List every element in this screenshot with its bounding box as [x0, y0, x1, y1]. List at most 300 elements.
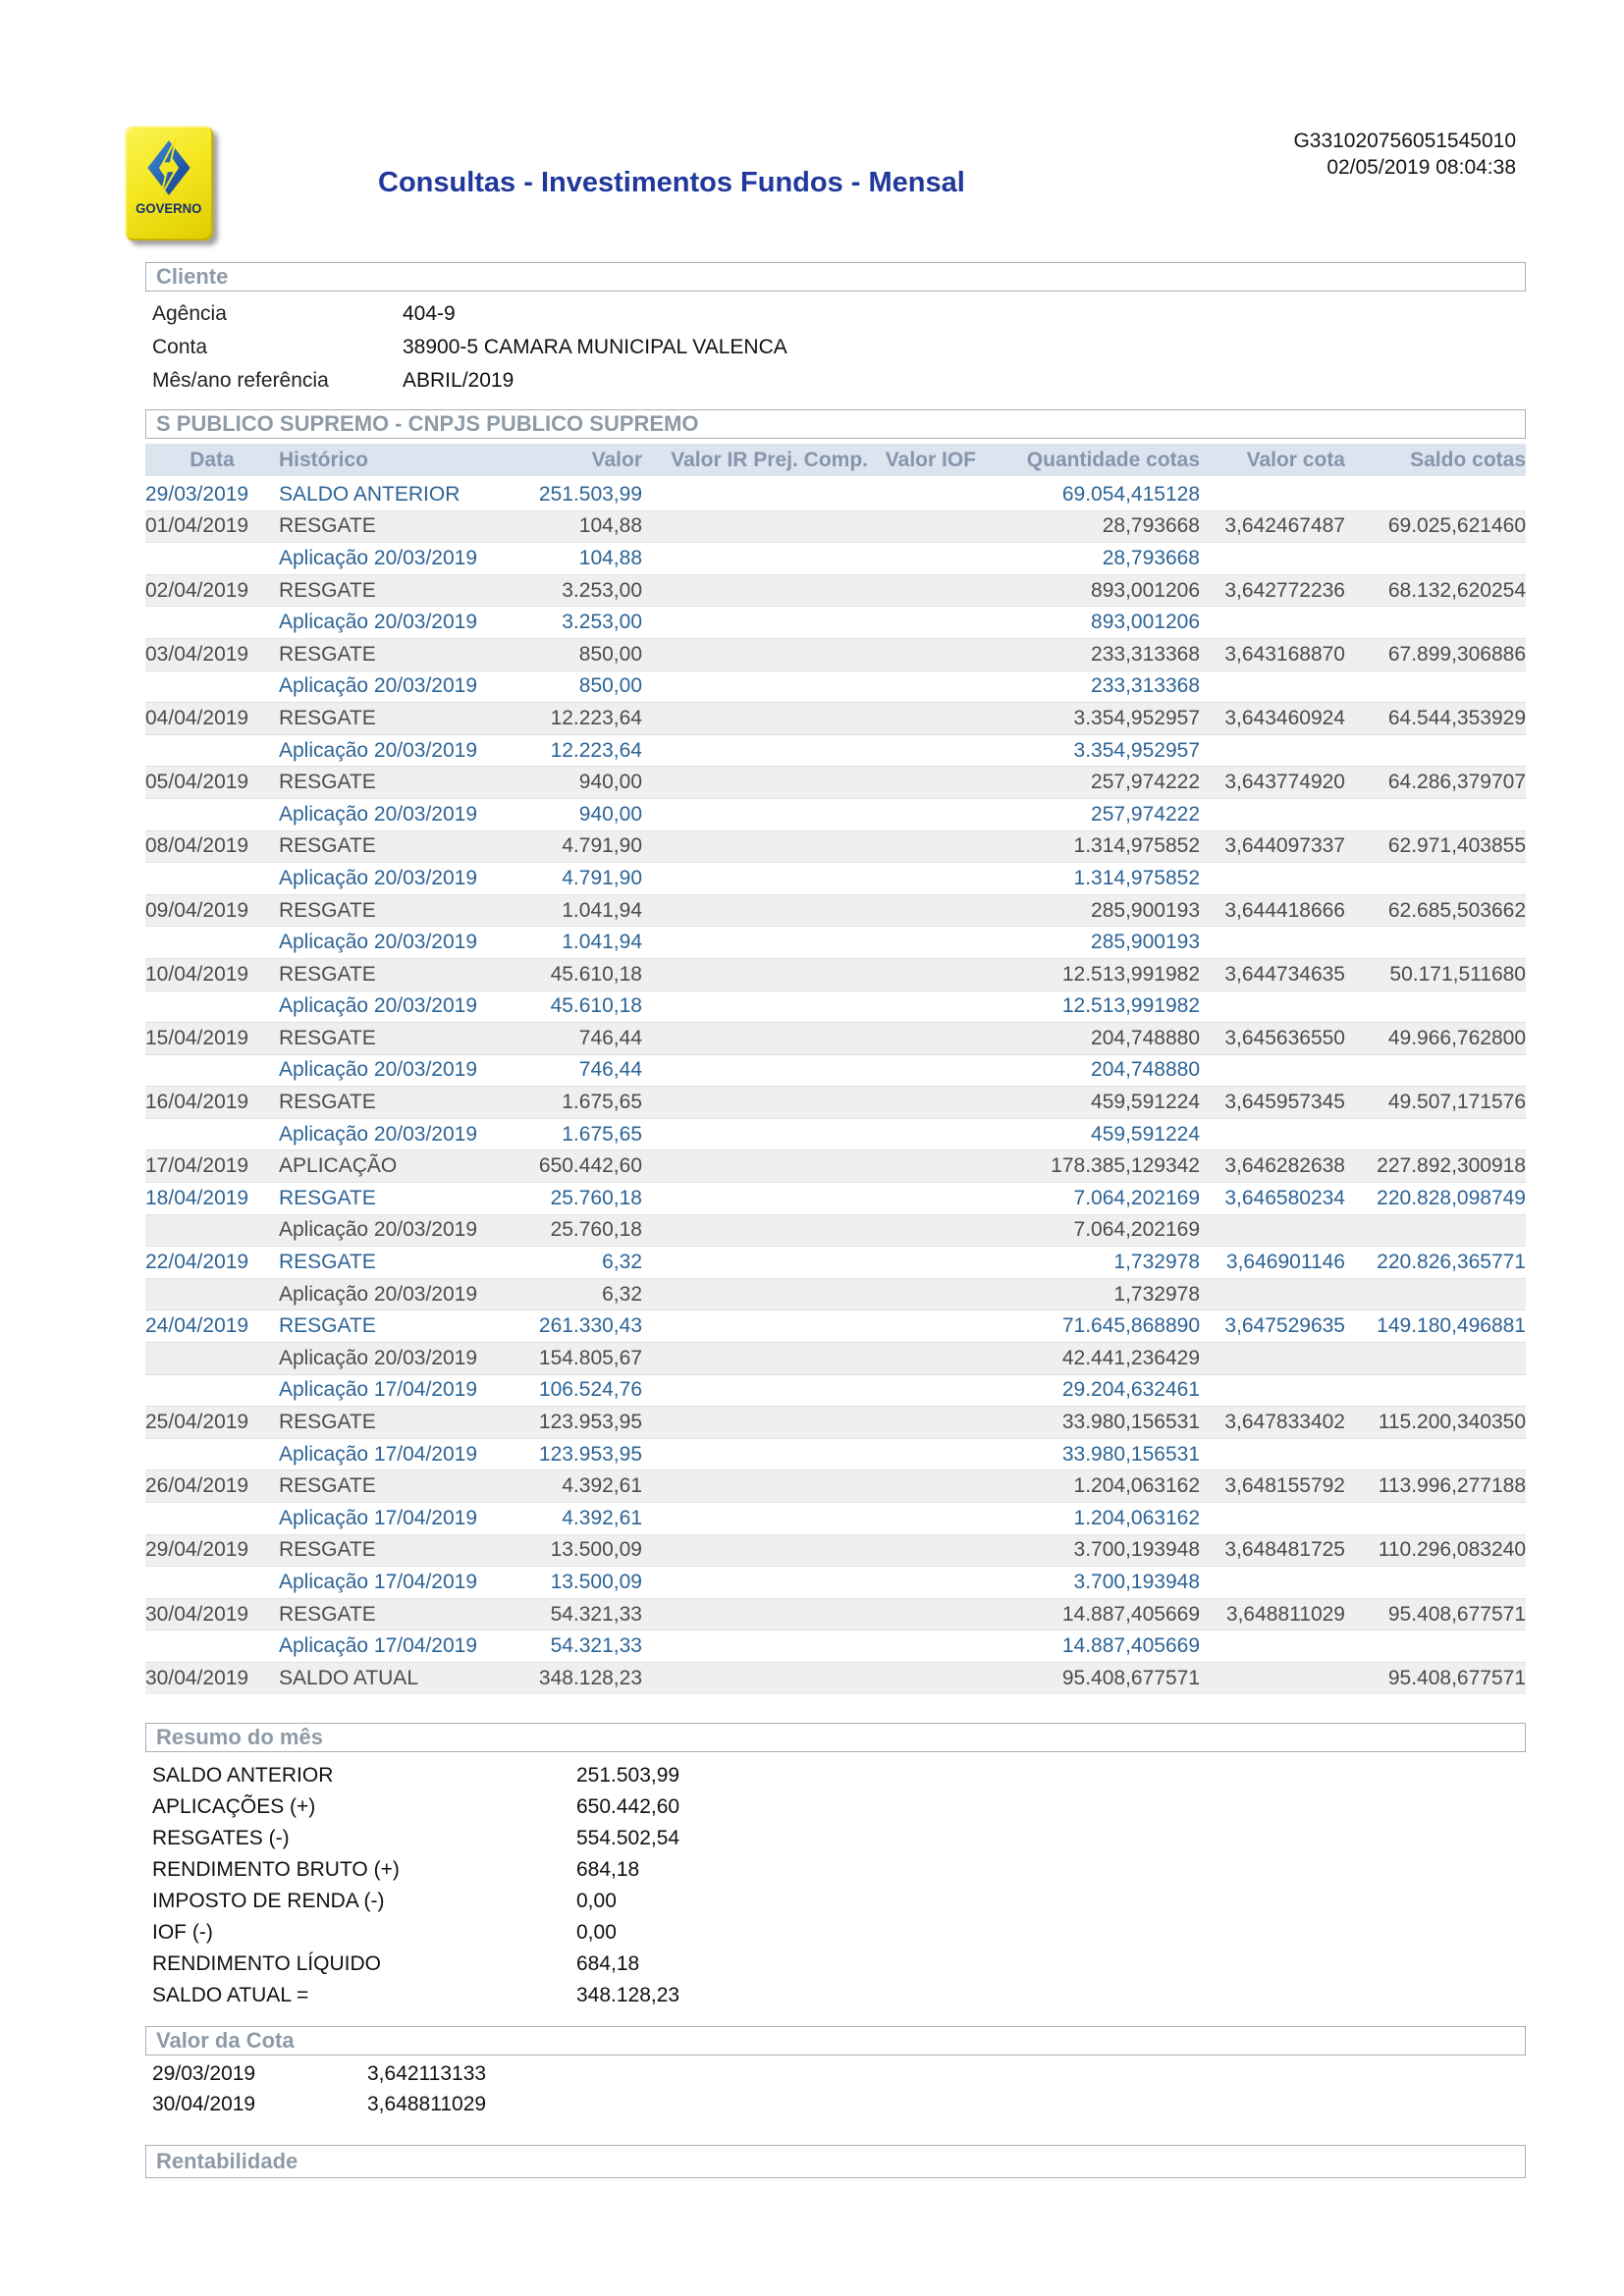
resumo-label: SALDO ANTERIOR — [152, 1763, 334, 1787]
cell-historico: Aplicação 20/03/2019 — [279, 543, 500, 575]
cliente-field-value: 38900-5 CAMARA MUNICIPAL VALENCA — [403, 336, 787, 358]
cell-quantidade-cotas: 204,748880 — [976, 1023, 1200, 1055]
fund-table-row — [145, 830, 1526, 863]
cell-valor-cota: 3,644734635 — [1200, 958, 1345, 990]
cell-valor-ir — [642, 990, 868, 1023]
resumo-row — [145, 1949, 1526, 1980]
cell-saldo-cotas — [1345, 670, 1526, 703]
col-header-historico: Histórico — [279, 444, 500, 478]
cell-data — [145, 927, 279, 959]
cell-saldo-cotas — [1345, 990, 1526, 1023]
cell-historico: Aplicação 17/04/2019 — [279, 1630, 500, 1663]
cell-valor-ir — [642, 1374, 868, 1407]
cell-valor-ir — [642, 1534, 868, 1567]
cell-quantidade-cotas: 95.408,677571 — [976, 1662, 1200, 1693]
cell-valor: 6,32 — [500, 1278, 642, 1310]
cell-saldo-cotas — [1345, 927, 1526, 959]
cell-data: 08/04/2019 — [145, 830, 279, 863]
cell-valor-cota — [1200, 1567, 1345, 1599]
cell-historico: RESGATE — [279, 574, 500, 607]
cell-valor-ir — [642, 1278, 868, 1310]
cell-saldo-cotas: 227.892,300918 — [1345, 1150, 1526, 1183]
cell-historico: Aplicação 20/03/2019 — [279, 1278, 500, 1310]
cell-valor: 746,44 — [500, 1054, 642, 1087]
cell-valor-ir — [642, 894, 868, 927]
cell-valor-iof — [868, 1374, 976, 1407]
cell-quantidade-cotas: 893,001206 — [976, 607, 1200, 639]
resumo-value: 0,00 — [576, 1889, 617, 1912]
section-fund-header — [145, 409, 1526, 439]
fund-table-row — [145, 1214, 1526, 1247]
cell-quantidade-cotas: 257,974222 — [976, 798, 1200, 830]
cell-valor-ir — [642, 1310, 868, 1343]
cell-historico: RESGATE — [279, 1310, 500, 1343]
cell-data — [145, 1118, 279, 1150]
cell-historico: RESGATE — [279, 958, 500, 990]
cell-valor-iof — [868, 1343, 976, 1375]
cell-data: 29/03/2019 — [145, 478, 279, 511]
cell-valor: 348.128,23 — [500, 1662, 642, 1693]
cell-valor-ir — [642, 543, 868, 575]
cell-valor-iof — [868, 798, 976, 830]
cell-valor-ir — [642, 607, 868, 639]
cell-quantidade-cotas: 33.980,156531 — [976, 1407, 1200, 1439]
cell-data: 25/04/2019 — [145, 1407, 279, 1439]
cell-historico: RESGATE — [279, 767, 500, 799]
cell-valor-ir — [642, 510, 868, 543]
cell-valor-ir — [642, 1150, 868, 1183]
cell-saldo-cotas — [1345, 1278, 1526, 1310]
bb-logo-icon — [144, 137, 193, 198]
cell-saldo-cotas: 50.171,511680 — [1345, 958, 1526, 990]
cell-valor-ir — [642, 830, 868, 863]
cell-valor-cota: 3,648811029 — [1200, 1598, 1345, 1630]
cell-historico: RESGATE — [279, 1598, 500, 1630]
page-title: Consultas - Investimentos Fundos - Mensal — [378, 167, 965, 198]
cell-valor-ir — [642, 798, 868, 830]
section-resumo-header — [145, 1723, 1526, 1752]
cell-valor-ir — [642, 958, 868, 990]
cell-valor-cota: 3,643460924 — [1200, 703, 1345, 735]
cell-valor-cota: 3,647833402 — [1200, 1407, 1345, 1439]
cell-valor-cota — [1200, 1438, 1345, 1470]
cell-historico: Aplicação 20/03/2019 — [279, 670, 500, 703]
fund-table-row — [145, 1150, 1526, 1183]
cell-valor-cota — [1200, 734, 1345, 767]
cell-valor-ir — [642, 478, 868, 511]
cell-valor: 3.253,00 — [500, 607, 642, 639]
cell-saldo-cotas: 149.180,496881 — [1345, 1310, 1526, 1343]
cell-valor: 106.524,76 — [500, 1374, 642, 1407]
cell-valor-cota — [1200, 863, 1345, 895]
cell-saldo-cotas — [1345, 607, 1526, 639]
cell-valor-cota: 3,648155792 — [1200, 1470, 1345, 1503]
cell-valor-iof — [868, 1214, 976, 1247]
cell-valor-cota: 3,647529635 — [1200, 1310, 1345, 1343]
resumo-row — [145, 1917, 1526, 1949]
cell-saldo-cotas — [1345, 1438, 1526, 1470]
cell-historico: Aplicação 17/04/2019 — [279, 1374, 500, 1407]
cell-historico: Aplicação 20/03/2019 — [279, 607, 500, 639]
cell-historico: RESGATE — [279, 1023, 500, 1055]
cell-valor: 104,88 — [500, 543, 642, 575]
cell-historico: Aplicação 17/04/2019 — [279, 1503, 500, 1535]
resumo-value: 650.442,60 — [576, 1794, 680, 1818]
cell-quantidade-cotas: 28,793668 — [976, 543, 1200, 575]
cell-saldo-cotas: 113.996,277188 — [1345, 1470, 1526, 1503]
cell-quantidade-cotas: 28,793668 — [976, 510, 1200, 543]
cell-quantidade-cotas: 204,748880 — [976, 1054, 1200, 1087]
cell-valor-iof — [868, 1023, 976, 1055]
cell-valor-cota — [1200, 990, 1345, 1023]
cell-valor-ir — [642, 1183, 868, 1215]
col-header-data: Data — [145, 444, 279, 478]
fund-table-row — [145, 1470, 1526, 1503]
cell-historico: RESGATE — [279, 1247, 500, 1279]
resumo-row — [145, 1980, 1526, 2011]
cell-historico: Aplicação 20/03/2019 — [279, 1118, 500, 1150]
cell-valor-iof — [868, 1503, 976, 1535]
cell-quantidade-cotas: 14.887,405669 — [976, 1598, 1200, 1630]
cell-data — [145, 1503, 279, 1535]
cell-historico: RESGATE — [279, 510, 500, 543]
fund-table-row — [145, 1503, 1526, 1535]
resumo-row — [145, 1760, 1526, 1791]
cell-valor-iof — [868, 1118, 976, 1150]
resumo-fields — [145, 1760, 1526, 2011]
cell-valor-ir — [642, 703, 868, 735]
resumo-value: 348.128,23 — [576, 1983, 680, 2006]
cell-data — [145, 863, 279, 895]
cell-valor-ir — [642, 1630, 868, 1663]
cell-data: 18/04/2019 — [145, 1183, 279, 1215]
cell-saldo-cotas — [1345, 798, 1526, 830]
cell-historico: Aplicação 20/03/2019 — [279, 798, 500, 830]
cell-valor-ir — [642, 1343, 868, 1375]
fund-table-row — [145, 1534, 1526, 1567]
cell-data: 22/04/2019 — [145, 1247, 279, 1279]
cell-valor-iof — [868, 767, 976, 799]
cell-historico: Aplicação 20/03/2019 — [279, 1054, 500, 1087]
cell-valor: 154.805,67 — [500, 1343, 642, 1375]
fund-table-row — [145, 894, 1526, 927]
cell-saldo-cotas — [1345, 1343, 1526, 1375]
cell-historico: RESGATE — [279, 1407, 500, 1439]
cell-valor-cota: 3,648481725 — [1200, 1534, 1345, 1567]
cell-valor-iof — [868, 574, 976, 607]
cell-valor-ir — [642, 1023, 868, 1055]
cell-valor-iof — [868, 958, 976, 990]
col-header-saldo-cotas: Saldo cotas — [1345, 444, 1526, 478]
fund-table-row — [145, 510, 1526, 543]
cell-valor-iof — [868, 1438, 976, 1470]
cell-valor-cota: 3,645957345 — [1200, 1087, 1345, 1119]
valor-cota-date: 29/03/2019 — [152, 2062, 256, 2086]
fund-table-row — [145, 703, 1526, 735]
cell-historico: Aplicação 20/03/2019 — [279, 927, 500, 959]
cliente-fields — [145, 297, 1526, 398]
cell-saldo-cotas: 95.408,677571 — [1345, 1662, 1526, 1693]
cell-data — [145, 1630, 279, 1663]
fund-table-row — [145, 767, 1526, 799]
cell-historico: RESGATE — [279, 1534, 500, 1567]
cell-historico: SALDO ATUAL — [279, 1662, 500, 1693]
resumo-label: IOF (-) — [152, 1920, 213, 1944]
cell-valor: 251.503,99 — [500, 478, 642, 511]
cell-saldo-cotas: 220.826,365771 — [1345, 1247, 1526, 1279]
cell-valor-iof — [868, 638, 976, 670]
cell-quantidade-cotas: 14.887,405669 — [976, 1630, 1200, 1663]
cell-historico: RESGATE — [279, 1183, 500, 1215]
section-rentabilidade-header — [145, 2145, 1526, 2178]
document-timestamp: 02/05/2019 08:04:38 — [1326, 156, 1516, 179]
cell-valor-iof — [868, 1247, 976, 1279]
cell-historico: Aplicação 20/03/2019 — [279, 1343, 500, 1375]
cell-valor-iof — [868, 1087, 976, 1119]
resumo-label: RENDIMENTO BRUTO (+) — [152, 1857, 400, 1881]
section-rentabilidade-title: Rentabilidade — [156, 2148, 298, 2173]
cell-saldo-cotas: 110.296,083240 — [1345, 1534, 1526, 1567]
cell-quantidade-cotas: 1,732978 — [976, 1247, 1200, 1279]
cell-valor-ir — [642, 1503, 868, 1535]
fund-table-row — [145, 990, 1526, 1023]
fund-table-row — [145, 670, 1526, 703]
fund-table-row — [145, 1023, 1526, 1055]
resumo-value: 0,00 — [576, 1920, 617, 1944]
cell-data — [145, 1054, 279, 1087]
cell-quantidade-cotas: 257,974222 — [976, 767, 1200, 799]
resumo-label: RENDIMENTO LÍQUIDO — [152, 1951, 381, 1975]
cliente-field-value: 404-9 — [403, 302, 456, 325]
cell-valor-cota: 3,642772236 — [1200, 574, 1345, 607]
cell-valor-ir — [642, 1662, 868, 1693]
cell-data — [145, 990, 279, 1023]
resumo-value: 684,18 — [576, 1857, 640, 1881]
cell-data: 29/04/2019 — [145, 1534, 279, 1567]
cell-valor-ir — [642, 1438, 868, 1470]
cell-valor-ir — [642, 863, 868, 895]
cliente-field-label: Conta — [152, 336, 208, 358]
col-header-valor-cota: Valor cota — [1200, 444, 1345, 478]
cell-saldo-cotas — [1345, 1567, 1526, 1599]
cell-valor-iof — [868, 1630, 976, 1663]
fund-table-row — [145, 607, 1526, 639]
cell-valor-ir — [642, 1214, 868, 1247]
cell-saldo-cotas — [1345, 1118, 1526, 1150]
cell-quantidade-cotas: 7.064,202169 — [976, 1214, 1200, 1247]
fund-table-row — [145, 638, 1526, 670]
cell-quantidade-cotas: 1.204,063162 — [976, 1470, 1200, 1503]
cell-historico: Aplicação 17/04/2019 — [279, 1567, 500, 1599]
resumo-row — [145, 1886, 1526, 1917]
fund-table-row — [145, 1054, 1526, 1087]
cell-historico: RESGATE — [279, 703, 500, 735]
cell-valor-cota — [1200, 1118, 1345, 1150]
fund-table-row — [145, 1278, 1526, 1310]
cell-valor-iof — [868, 1150, 976, 1183]
cell-valor-ir — [642, 1598, 868, 1630]
fund-table-row — [145, 1598, 1526, 1630]
cell-valor: 650.442,60 — [500, 1150, 642, 1183]
cell-valor: 940,00 — [500, 798, 642, 830]
resumo-value: 251.503,99 — [576, 1763, 680, 1787]
cell-valor-iof — [868, 607, 976, 639]
cell-quantidade-cotas: 1.314,975852 — [976, 863, 1200, 895]
cell-saldo-cotas — [1345, 734, 1526, 767]
cell-valor-iof — [868, 1054, 976, 1087]
cell-valor-cota: 3,646901146 — [1200, 1247, 1345, 1279]
cell-quantidade-cotas: 459,591224 — [976, 1087, 1200, 1119]
cell-valor: 1.675,65 — [500, 1118, 642, 1150]
cell-data: 04/04/2019 — [145, 703, 279, 735]
cell-valor: 13.500,09 — [500, 1534, 642, 1567]
cell-quantidade-cotas: 12.513,991982 — [976, 958, 1200, 990]
cell-valor: 12.223,64 — [500, 734, 642, 767]
cell-data: 03/04/2019 — [145, 638, 279, 670]
cell-valor-iof — [868, 894, 976, 927]
fund-table-row — [145, 1407, 1526, 1439]
cell-quantidade-cotas: 12.513,991982 — [976, 990, 1200, 1023]
cell-valor-ir — [642, 1118, 868, 1150]
cell-valor: 6,32 — [500, 1247, 642, 1279]
cell-valor-ir — [642, 734, 868, 767]
cell-valor-ir — [642, 767, 868, 799]
cell-valor: 54.321,33 — [500, 1598, 642, 1630]
cell-valor: 4.392,61 — [500, 1503, 642, 1535]
cell-valor-iof — [868, 478, 976, 511]
fund-table-header-row — [145, 444, 1526, 478]
fund-table-row — [145, 1087, 1526, 1119]
cell-data — [145, 1343, 279, 1375]
cell-data: 09/04/2019 — [145, 894, 279, 927]
cell-valor-cota: 3,644097337 — [1200, 830, 1345, 863]
cell-valor: 4.392,61 — [500, 1470, 642, 1503]
cell-valor-iof — [868, 1278, 976, 1310]
valor-cota-value: 3,648811029 — [367, 2093, 487, 2116]
fund-table-row — [145, 1438, 1526, 1470]
cell-valor-cota — [1200, 1374, 1345, 1407]
cell-saldo-cotas: 67.899,306886 — [1345, 638, 1526, 670]
cell-saldo-cotas: 49.966,762800 — [1345, 1023, 1526, 1055]
cell-saldo-cotas: 49.507,171576 — [1345, 1087, 1526, 1119]
bank-logo — [125, 126, 213, 240]
cell-valor-cota: 3,646580234 — [1200, 1183, 1345, 1215]
fund-table-row — [145, 574, 1526, 607]
cell-valor: 123.953,95 — [500, 1407, 642, 1439]
fund-table-row — [145, 1343, 1526, 1375]
cell-valor: 54.321,33 — [500, 1630, 642, 1663]
resumo-row — [145, 1823, 1526, 1854]
cell-quantidade-cotas: 1.204,063162 — [976, 1503, 1200, 1535]
resumo-row — [145, 1854, 1526, 1886]
cell-valor-ir — [642, 1567, 868, 1599]
cell-data — [145, 1438, 279, 1470]
cell-saldo-cotas — [1345, 1054, 1526, 1087]
cell-saldo-cotas — [1345, 543, 1526, 575]
cell-saldo-cotas: 115.200,340350 — [1345, 1407, 1526, 1439]
cell-saldo-cotas — [1345, 1503, 1526, 1535]
cell-valor-iof — [868, 1662, 976, 1693]
cell-historico: APLICAÇÃO — [279, 1150, 500, 1183]
fund-table-row — [145, 478, 1526, 511]
fund-table-row — [145, 1118, 1526, 1150]
section-fund-title: S PUBLICO SUPREMO - CNPJS PUBLICO SUPREMO — [156, 411, 699, 436]
cell-valor-cota: 3,646282638 — [1200, 1150, 1345, 1183]
cell-saldo-cotas: 68.132,620254 — [1345, 574, 1526, 607]
resumo-label: SALDO ATUAL = — [152, 1983, 309, 2006]
cell-data: 16/04/2019 — [145, 1087, 279, 1119]
fund-transactions-table — [145, 444, 1526, 1694]
cell-valor-ir — [642, 670, 868, 703]
section-cliente-title: Cliente — [156, 264, 229, 289]
col-header-valor-ir: Valor IR Prej. Comp. — [642, 444, 868, 478]
valor-cota-date: 30/04/2019 — [152, 2093, 256, 2116]
cell-valor: 850,00 — [500, 638, 642, 670]
fund-table-row — [145, 958, 1526, 990]
cell-data: 02/04/2019 — [145, 574, 279, 607]
col-header-quantidade-cotas: Quantidade cotas — [976, 444, 1200, 478]
fund-table-row — [145, 1310, 1526, 1343]
fund-table-row — [145, 1183, 1526, 1215]
cell-data: 26/04/2019 — [145, 1470, 279, 1503]
cliente-field-row — [145, 297, 1526, 331]
cell-data: 01/04/2019 — [145, 510, 279, 543]
cell-data — [145, 1214, 279, 1247]
cell-valor: 13.500,09 — [500, 1567, 642, 1599]
cell-valor-cota: 3,644418666 — [1200, 894, 1345, 927]
cell-quantidade-cotas: 69.054,415128 — [976, 478, 1200, 511]
cell-valor: 4.791,90 — [500, 830, 642, 863]
cell-historico: RESGATE — [279, 1470, 500, 1503]
cell-valor-ir — [642, 1470, 868, 1503]
cell-valor-cota — [1200, 1662, 1345, 1693]
cell-valor: 1.041,94 — [500, 927, 642, 959]
cell-valor-cota — [1200, 478, 1345, 511]
cell-valor-ir — [642, 574, 868, 607]
cell-valor-iof — [868, 990, 976, 1023]
cell-valor-cota: 3,642467487 — [1200, 510, 1345, 543]
cell-quantidade-cotas: 459,591224 — [976, 1118, 1200, 1150]
cell-saldo-cotas: 220.828,098749 — [1345, 1183, 1526, 1215]
fund-table-row — [145, 863, 1526, 895]
cliente-field-row — [145, 364, 1526, 398]
cell-data — [145, 798, 279, 830]
cell-valor-cota: 3,645636550 — [1200, 1023, 1345, 1055]
valor-cota-value: 3,642113133 — [367, 2062, 487, 2086]
cell-valor-cota — [1200, 798, 1345, 830]
cell-quantidade-cotas: 1,732978 — [976, 1278, 1200, 1310]
cell-historico: Aplicação 20/03/2019 — [279, 990, 500, 1023]
cell-data: 05/04/2019 — [145, 767, 279, 799]
resumo-label: RESGATES (-) — [152, 1826, 290, 1849]
cell-historico: Aplicação 20/03/2019 — [279, 863, 500, 895]
cell-quantidade-cotas: 71.645,868890 — [976, 1310, 1200, 1343]
cell-valor-iof — [868, 670, 976, 703]
valor-cota-row — [145, 2059, 1526, 2090]
cell-data — [145, 734, 279, 767]
cell-valor-cota — [1200, 927, 1345, 959]
cell-data — [145, 607, 279, 639]
cliente-field-label: Agência — [152, 302, 227, 325]
fund-table-row — [145, 798, 1526, 830]
cell-quantidade-cotas: 893,001206 — [976, 574, 1200, 607]
logo-governo-label: GOVERNO — [135, 200, 202, 216]
cell-valor: 746,44 — [500, 1023, 642, 1055]
cell-quantidade-cotas: 29.204,632461 — [976, 1374, 1200, 1407]
cell-quantidade-cotas: 7.064,202169 — [976, 1183, 1200, 1215]
resumo-value: 554.502,54 — [576, 1826, 680, 1849]
cell-quantidade-cotas: 1.314,975852 — [976, 830, 1200, 863]
